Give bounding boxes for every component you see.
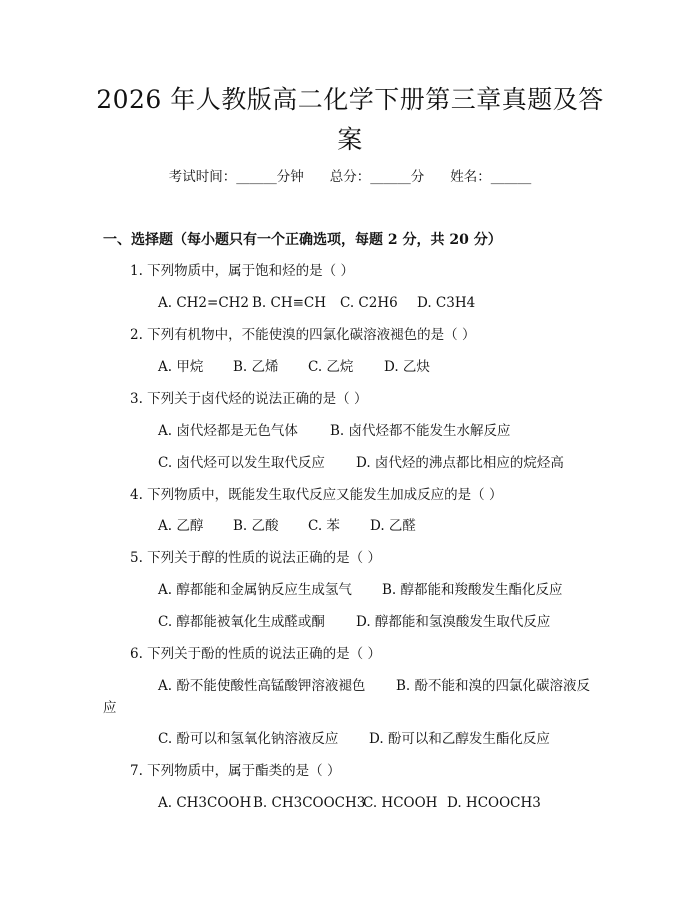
question-3-options-row-1 [158,422,511,440]
question-3-options-row-2 [158,454,564,472]
section-heading-choice: 一、选择题（每小题只有一个正确选项，每题 2 分，共 20 分） [103,232,502,248]
question-6-options-row-1 [158,677,590,695]
q1-option-c: C. C2H6 [340,295,398,311]
question-1-options [158,294,475,312]
question-5-options-row-1 [158,581,563,599]
question-2-stem: 2. 下列有机物中，不能使溴的四氯化碳溶液褪色的是（ ） [130,327,476,343]
question-6-options-row-2 [158,730,550,748]
title-line-2: 案 [337,125,363,154]
q4-option-c: C. 苯 [308,518,340,534]
q3-option-b: B. 卤代烃都不能发生水解反应 [330,423,511,439]
question-3-stem: 3. 下列关于卤代烃的说法正确的是（ ） [130,391,368,407]
q6-option-b: B. 酚不能和溴的四氯化碳溶液反 [396,678,591,694]
q7-option-a: A. CH3COOH [158,795,252,811]
q6-option-b-wrap: 应 [103,700,117,716]
q1-option-d: D. C3H4 [417,295,476,311]
q6-option-a: A. 酚不能使酸性高锰酸钾溶液褪色 [158,678,366,694]
question-2-options [158,358,430,376]
question-7-stem: 7. 下列物质中，属于酯类的是（ ） [130,763,341,779]
q5-option-c: C. 醇都能被氧化生成醛或酮 [158,614,325,630]
q6-option-c: C. 酚可以和氢氧化钠溶液反应 [158,731,339,747]
q7-option-b: B. CH3COOCH3 [253,795,366,811]
q7-option-d: D. HCOOCH3 [447,795,541,811]
q6-option-d: D. 酚可以和乙醇发生酯化反应 [369,731,550,747]
q5-option-a: A. 醇都能和金属钠反应生成氢气 [158,582,352,598]
q2-option-a: A. 甲烷 [158,359,204,375]
question-6-stem: 6. 下列关于酚的性质的说法正确的是（ ） [130,646,381,662]
q2-option-d: D. 乙炔 [384,359,430,375]
q3-option-d: D. 卤代烃的沸点都比相应的烷烃高 [356,455,564,471]
q7-option-c: C. HCOOH [363,795,438,811]
question-5-options-row-2 [158,613,550,631]
q2-option-b: B. 乙烯 [233,359,279,375]
q1-option-b: B. CH≡CH [252,295,327,311]
question-4-options [158,517,416,535]
question-1-stem: 1. 下列物质中，属于饱和烃的是（ ） [130,263,354,279]
exam-student-name: 姓名：______ [450,169,532,185]
q1-option-a: A. CH2=CH2 [158,295,250,311]
q3-option-c: C. 卤代烃可以发生取代反应 [158,455,325,471]
question-5-stem: 5. 下列关于醇的性质的说法正确的是（ ） [130,550,381,566]
q3-option-a: A. 卤代烃都是无色气体 [158,423,298,439]
q5-option-d: D. 醇都能和氢溴酸发生取代反应 [356,614,551,630]
exam-time: 考试时间：______分钟 [168,169,304,185]
q2-option-c: C. 乙烷 [308,359,354,375]
document-title [90,80,610,160]
title-line-1: 2026 年人教版高二化学下册第三章真题及答 [96,85,604,114]
exam-total-score: 总分：______分 [329,169,425,185]
question-4-stem: 4. 下列物质中，既能发生取代反应又能发生加成反应的是（ ） [130,487,503,503]
exam-meta [0,168,700,186]
question-7-options [158,794,541,812]
q4-option-d: D. 乙醛 [370,518,416,534]
q4-option-b: B. 乙酸 [233,518,279,534]
q5-option-b: B. 醇都能和羧酸发生酯化反应 [382,582,563,598]
q4-option-a: A. 乙醇 [158,518,204,534]
